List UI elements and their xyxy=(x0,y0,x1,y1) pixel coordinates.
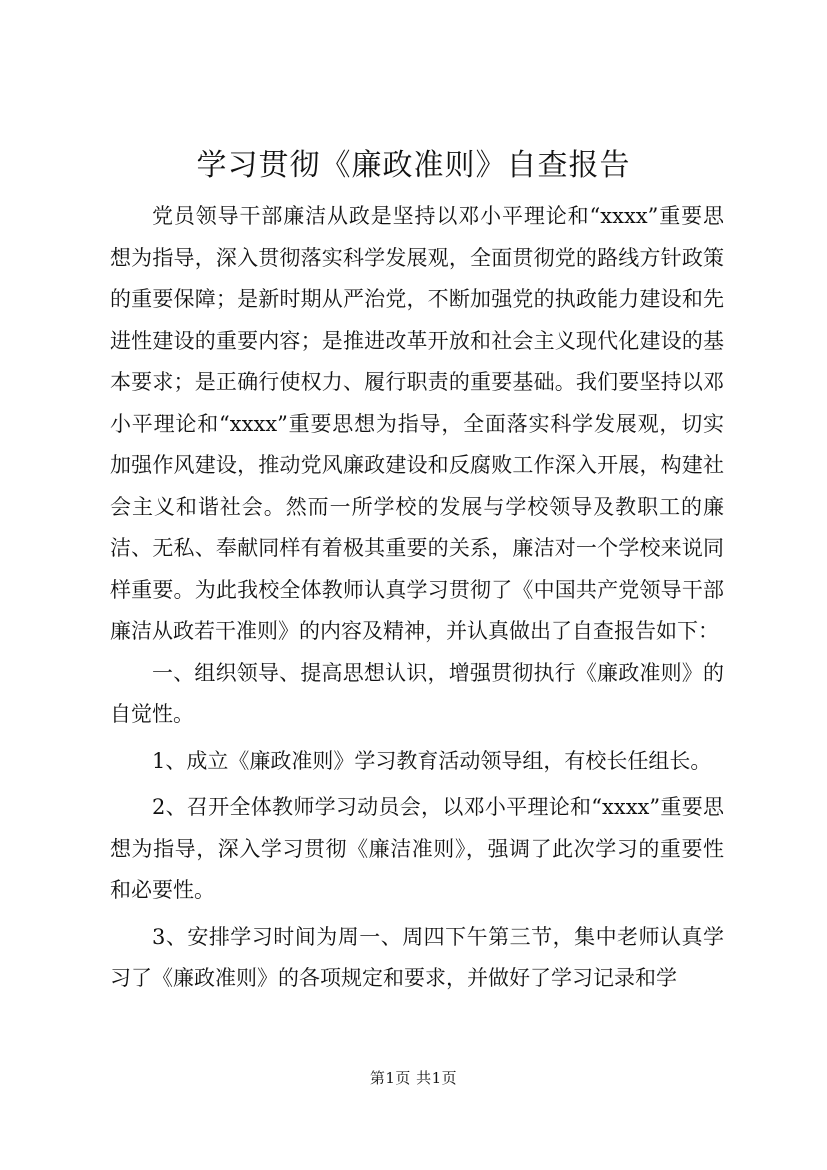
paragraph-section-one-heading: 一、组织领导、提高思想认识，增强贯彻执行《廉政准则》的自觉性。 xyxy=(110,660,724,726)
paragraph-item-1: 1、成立《廉政准则》学习教育活动领导组，有校长任组长。 xyxy=(152,748,712,773)
page-number-footer: 第1页 共1页 xyxy=(369,1069,458,1087)
paragraph-item-2: 2、召开全体教师学习动员会，以邓小平理论和“xxxx”重要思想为指导，深入学习贯彻《廉洁准则》，强调了此次学习的重要性和必要性。 xyxy=(110,795,724,902)
document-title: 学习贯彻《廉政准则》自查报告 xyxy=(196,148,631,183)
paragraph-intro: 党员领导干部廉洁从政是坚持以邓小平理论和“xxxx”重要思想为指导，深入贯彻落实科学发展观，全面贯彻党的路线方针政策的重要保障；是新时期从严治党，不断加强党的执政能力建设和先进性建设的重要内容；是推进改革开放和社会主义现代化建设的基本要求；是正确行使权力、履行职责的重要基础。我们要坚持以邓小平理论和“xxxx”重要思想为指导，全面落实科学发展观，切实加强作风建设，推动党风廉政建设和反腐败工作深入开展，构建社会主义和谐社会。然而一所学校的发展与学校领导及教职工的廉洁、无私、奉献同样有着极其重要的关系，廉洁对一个学校来说同样重要。为此我校全体教师认真学习贯彻了《中国共产党领导干部廉洁从政若干准则》的内容及精神，并认真做出了自查报告如下： xyxy=(110,204,724,643)
paragraph-item-3: 3、安排学习时间为周一、周四下午第三节，集中老师认真学习了《廉政准则》的各项规定和要求，并做好了学习记录和学 xyxy=(110,924,724,990)
document-body xyxy=(110,196,724,1000)
